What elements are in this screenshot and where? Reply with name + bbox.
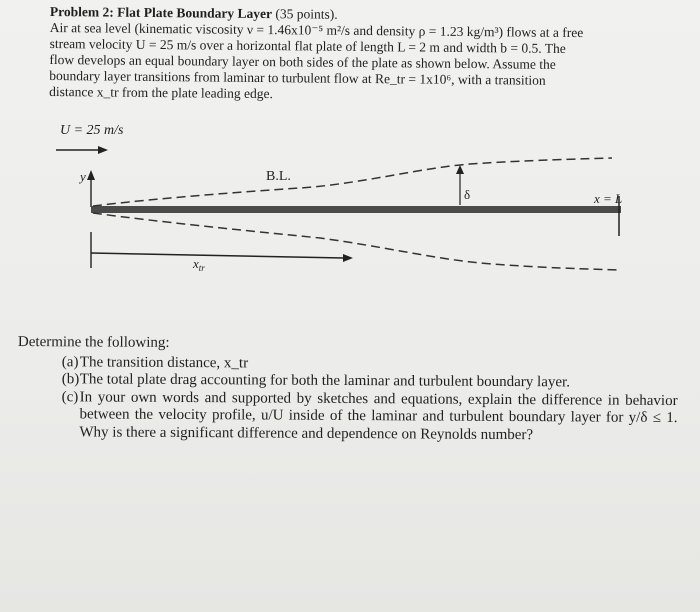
question-b-text: The total plate drag accounting for both the laminar and turbulent boundary layer. (79, 371, 571, 391)
delta-label: δ (464, 187, 471, 202)
delta-arrow (456, 165, 464, 205)
question-a-text: The transition distance, x_tr (79, 353, 249, 371)
xtr-label: $x_{tr}$ (193, 256, 205, 273)
x-equals-l-label: x = L (594, 191, 623, 206)
problem-line-3: flow develops an equal boundary layer on both sides of the plate as shown below. Assume the (49, 51, 556, 72)
problem-line-5: distance x_tr from the plate leading edge. (49, 83, 274, 102)
boundary-layer-lower (93, 213, 620, 270)
problem-line-4: boundary layer transitions from laminar to turbulent flow at Re_tr = 1x10⁶, with a transition (49, 67, 546, 88)
questions (17, 334, 678, 445)
y-axis-arrow (87, 170, 95, 207)
velocity-arrow (56, 146, 108, 154)
question-a-tag: (a) (61, 353, 79, 370)
problem-line-2: stream velocity U = 25 m/s over a horizontal flat plate of length L = 2 m and width b = 0.5. The (49, 35, 566, 56)
problem-line-1: Air at sea level (kinematic viscosity ν = 1.46x10⁻⁵ m²/s and density ρ = 1.23 kg/m³) flows at a free (49, 19, 584, 41)
y-axis-label: y (80, 169, 86, 184)
question-c-tag: (c) (61, 388, 79, 405)
flat-plate (91, 206, 621, 213)
question-c-text: In your own words and supported by sketches and equations, explain the difference in behavior between the velocity profile, u/U inside of the laminar and turbulent boundary layer for y/δ ≤ 1. Why is there a significant difference and dependence on Reynolds number? (79, 388, 678, 443)
questions-intro: Determine the following: (17, 334, 170, 351)
question-c (17, 388, 677, 445)
question-list (17, 353, 678, 445)
problem-points: (35 points). (275, 6, 338, 22)
boundary-layer-upper (93, 158, 612, 206)
question-b-tag: (b) (61, 371, 80, 388)
velocity-label: U = 25 m/s (60, 123, 124, 138)
xtr-arrow (91, 253, 353, 262)
problem-title: Problem 2: Flat Plate Boundary Layer (49, 4, 273, 22)
bl-label: B.L. (266, 169, 291, 184)
